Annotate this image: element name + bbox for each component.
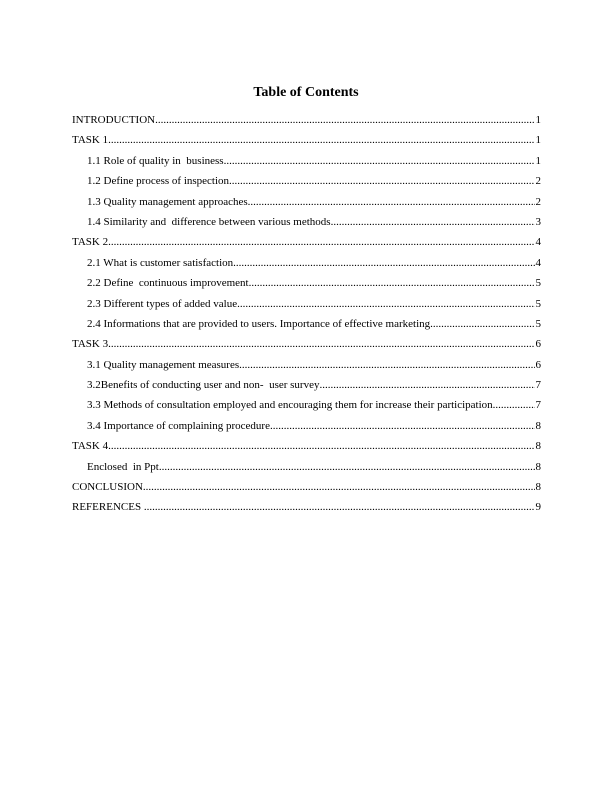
dot-leader [270, 419, 535, 433]
toc-entry-label: 3.3 Methods of consultation employed and encouraging them for increase their participation. [87, 399, 496, 412]
dot-leader [155, 113, 534, 127]
toc-entry-label: 2.3 Different types of added value [87, 297, 238, 310]
toc-entry-label: TASK 4 [72, 440, 109, 453]
toc-page-number: 1 [535, 114, 541, 126]
toc-page-number: 1 [535, 154, 541, 167]
toc-page-number: 6 [535, 338, 541, 351]
toc-entry-label: TASK 1 [72, 134, 109, 147]
toc-entry-label: TASK 2 [72, 236, 109, 249]
dot-leader [239, 358, 534, 372]
toc-entry-label: 3.4 Importance of complaining procedure [87, 419, 270, 432]
toc-entry-3-2[interactable] [72, 378, 541, 398]
toc-entry-2-2[interactable] [72, 276, 541, 296]
toc-entry-label: TASK 3 [72, 338, 109, 351]
dot-leader [319, 378, 534, 392]
toc-entry-task-4[interactable] [72, 439, 541, 459]
toc-page-number: 8 [535, 440, 541, 453]
dot-leader [108, 235, 534, 249]
toc-entry-1-3[interactable] [72, 195, 541, 215]
toc-entry-task-2[interactable] [72, 235, 541, 255]
toc-entry-label: 3.1 Quality management measures [87, 358, 240, 371]
dot-leader [331, 215, 535, 229]
toc-entry-label: 1.3 Quality management approaches [87, 195, 248, 208]
dot-leader [224, 154, 535, 168]
table-of-contents [72, 113, 541, 521]
toc-entry-1-1[interactable] [72, 154, 541, 174]
dot-leader [237, 297, 534, 311]
toc-page-number: 4 [535, 236, 541, 249]
toc-entry-label: INTRODUCTION [72, 114, 156, 126]
toc-entry-3-4[interactable] [72, 419, 541, 439]
toc-entry-task-3[interactable] [72, 337, 541, 357]
toc-page-number: 9 [535, 501, 541, 514]
toc-page-number: 5 [535, 297, 541, 310]
toc-page-number: 7 [535, 379, 541, 392]
dot-leader [229, 174, 534, 188]
dot-leader [159, 460, 535, 474]
dot-leader [108, 439, 534, 453]
toc-page-number: 7 [535, 399, 541, 412]
toc-entry-enclosed-in-ppt[interactable] [72, 460, 541, 480]
dot-leader [108, 133, 534, 147]
toc-entry-3-3[interactable] [72, 398, 541, 418]
dot-leader [233, 256, 534, 270]
dot-leader [495, 398, 534, 412]
toc-page-number: 3 [535, 215, 541, 228]
toc-page-number: 4 [535, 256, 541, 269]
toc-entry-references[interactable] [72, 500, 541, 520]
toc-entry-3-1[interactable] [72, 358, 541, 378]
toc-page-number: 1 [535, 134, 541, 147]
toc-entry-task-1[interactable] [72, 133, 541, 153]
toc-entry-label: 1.4 Similarity and difference between various methods [87, 215, 331, 228]
toc-page-number: 2 [535, 175, 541, 188]
toc-entry-label: 1.2 Define process of inspection [87, 175, 230, 188]
toc-entry-label: 2.2 Define continuous improvement [87, 277, 249, 290]
dot-leader [144, 500, 535, 514]
toc-entry-label: 3.2Benefits of conducting user and non- user survey [87, 379, 320, 392]
toc-entry-2-3[interactable] [72, 297, 541, 317]
toc-entry-label: 1.1 Role of quality in business [87, 154, 224, 167]
dot-leader [430, 317, 534, 331]
dot-leader [249, 276, 535, 290]
toc-entry-conclusion[interactable] [72, 480, 541, 500]
dot-leader [143, 480, 535, 494]
toc-entry-label: REFERENCES [72, 501, 144, 514]
toc-entry-label: 2.4 Informations that are provided to users. Importance of effective marketing [87, 317, 431, 330]
toc-page-number: 2 [535, 195, 541, 208]
toc-entry-1-4[interactable] [72, 215, 541, 235]
toc-entry-1-2[interactable] [72, 174, 541, 194]
toc-page-number: 8 [535, 481, 541, 494]
toc-page-number: 8 [535, 460, 541, 473]
toc-page-number: 6 [535, 358, 541, 371]
toc-entry-label: Enclosed in Ppt [87, 460, 159, 473]
toc-entry-label: CONCLUSION [72, 481, 143, 494]
dot-leader [248, 195, 535, 209]
toc-page-number: 5 [535, 317, 541, 330]
toc-heading: Table of Contents [253, 85, 359, 100]
toc-entry-2-1[interactable] [72, 256, 541, 276]
dot-leader [108, 337, 534, 351]
toc-entry-label: 2.1 What is customer satisfaction [87, 256, 234, 269]
toc-entry-introduction[interactable] [72, 113, 541, 133]
toc-page-number: 5 [535, 277, 541, 290]
toc-entry-2-4[interactable] [72, 317, 541, 337]
toc-page-number: 8 [535, 419, 541, 432]
